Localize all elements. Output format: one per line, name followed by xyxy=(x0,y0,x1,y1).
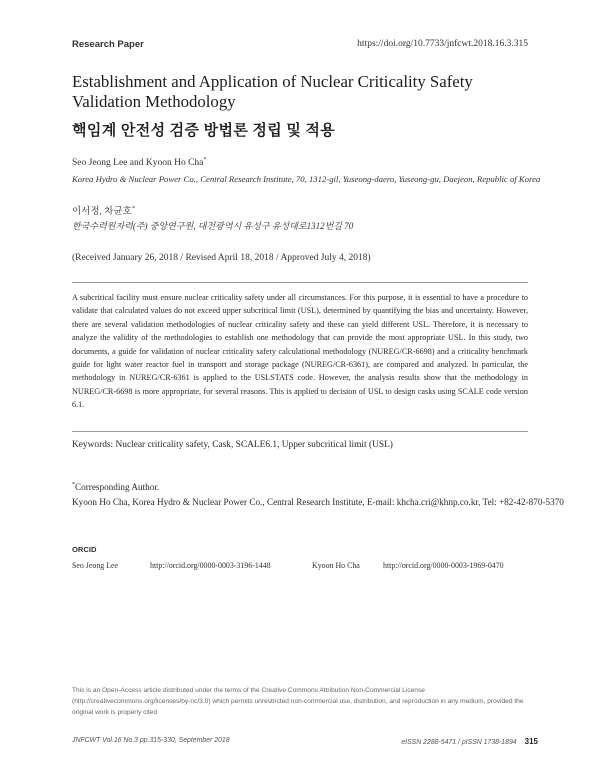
affiliation-english: Korea Hydro & Nuclear Power Co., Central Research Institute, 70, 1312-gil, Yuseong-daero, Yuseong-gu, Daejeon, Republic of Korea xyxy=(72,174,541,184)
orcid-name: Seo Jeong Lee xyxy=(72,561,119,570)
authors-korean xyxy=(72,203,135,217)
page-number: 315 xyxy=(524,737,538,746)
page-title: Establishment and Application of Nuclear Criticality Safety Validation Methodology xyxy=(72,72,473,111)
footer-issn xyxy=(401,737,538,746)
divider-bottom xyxy=(72,431,528,432)
orcid-link[interactable]: http://orcid.org/0000-0003-1969-0470 xyxy=(383,561,504,570)
corresponding-mark-korean: * xyxy=(131,205,135,212)
corresponding-label xyxy=(72,482,159,492)
page-title-korean: 핵임계 안전성 검증 방법론 정립 및 적용 xyxy=(72,123,336,139)
orcid-heading: ORCID xyxy=(72,545,97,554)
footer-issn-text: eISSN 2288-5471 / pISSN 1738-1894 xyxy=(401,739,517,746)
authors-english xyxy=(72,157,206,168)
license-notice: This is an Open-Access article distributed under the terms of the Creative Commons Attribution Non-Commercial License (http://creativecommons.org/licenses/by-nc/3.0) which permits unrestricted non-commercial use, distribution, and reproduction in any medium, provided the original work is properly cited xyxy=(72,687,524,716)
corresponding-label-text: Corresponding Author. xyxy=(74,482,160,493)
author-names: Seo Jeong Lee and Kyoon Ho Cha xyxy=(72,158,204,169)
abstract-text: A subcritical facility must ensure nuclear criticality safety under all circumstances. For this purpose, it is essential to have a procedure to validate that calculated values do not exceed upper subcritical limit (USL), determined by quantifying the bias and uncertainty. However, there are several validation methodologies of nuclear criticality safety and these can yield different USL. Therefore, it is necessary to analyze the validity of the methodologies to establish one methodology that can provide the most appropriate USL. In this study, two documents, a guide for validation of nuclear criticality safety calculational methodology (NUREG/CR-6698) and a criticality benchmark guide for light water reactor fuel in transport and storage package (NUREG/CR-6361), are compared and analyzed. In particular, the methodology in NUREG/CR-6361 is applied to the USLSTATS code. However, the analysis results show that the methodology in NUREG/CR-6698 is more appropriate, for several reasons. This is applied to decision of USL to design casks using SCALE code version 6.1. xyxy=(72,293,528,410)
corresponding-mark: * xyxy=(203,157,207,163)
corresponding-details: Kyoon Ho Cha, Korea Hydro & Nuclear Power Co., Central Research Institute, E-mail: khcha.cri@khnp.co.kr, Tel: +82-42-870-5370 xyxy=(72,497,564,507)
keywords: Keywords: Nuclear criticality safety, Cask, SCALE6.1, Upper subcritical limit (USL) xyxy=(72,440,393,450)
affiliation-korean: 한국수력원자력(주) 중앙연구원, 대전광역시 유성구 유성대로1312번길 70 xyxy=(72,221,354,231)
author-names-korean: 이서정, 차균호 xyxy=(72,207,132,217)
orcid-link[interactable]: http://orcid.org/0000-0003-3196-1448 xyxy=(150,561,271,570)
footer-journal-info: JNFCWT Vol.16 No.3 pp.315-330, September 2018 xyxy=(72,737,230,744)
orcid-name: Kyoon Ho Cha xyxy=(312,561,360,570)
received-dates: (Received January 26, 2018 / Revised April 18, 2018 / Approved July 4, 2018) xyxy=(72,253,371,263)
orcid-list xyxy=(72,561,528,573)
divider-top xyxy=(72,282,528,283)
doi-link[interactable]: https://doi.org/10.7733/jnfcwt.2018.16.3.315 xyxy=(357,39,528,49)
corresponding-asterisk: * xyxy=(72,482,75,488)
paper-type-label: Research Paper xyxy=(72,39,144,50)
